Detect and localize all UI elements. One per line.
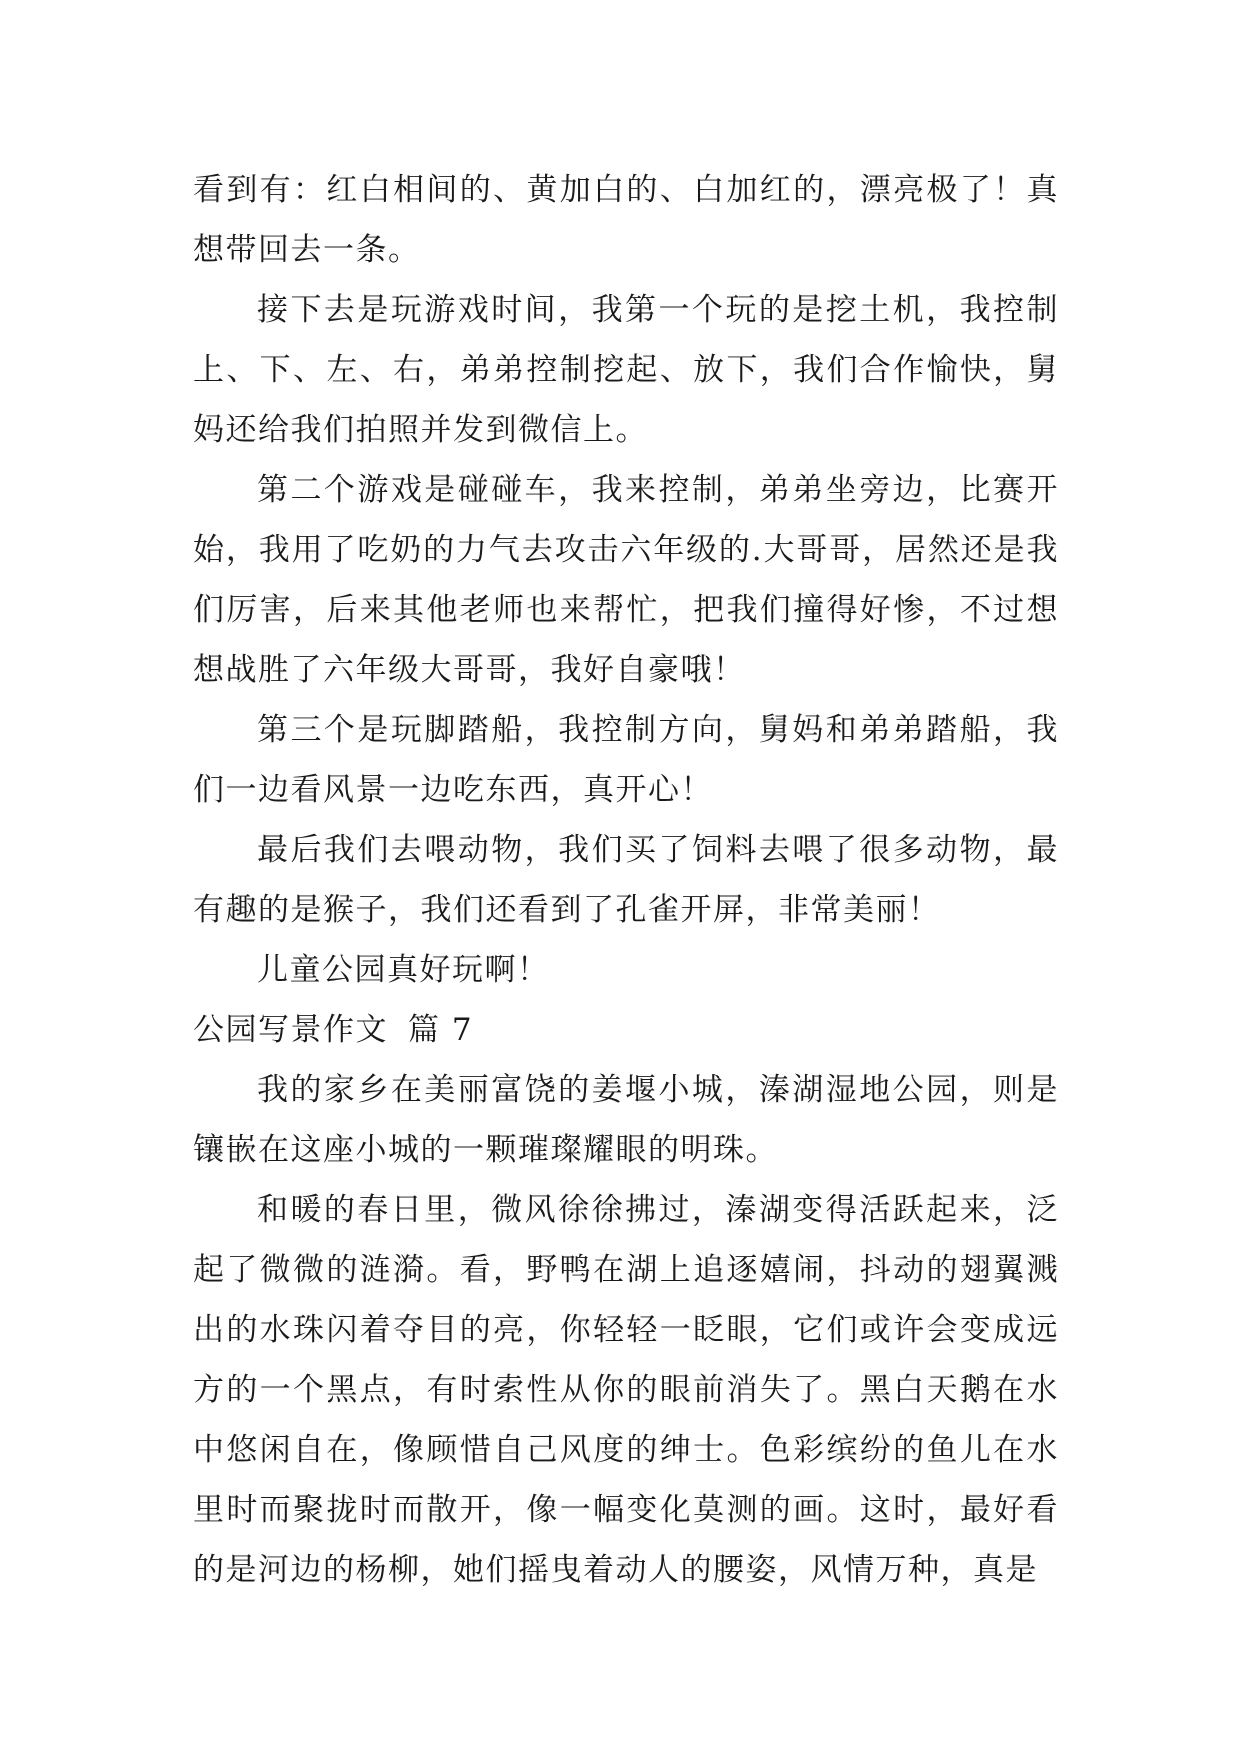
section-title: 公园写景作文 <box>193 1012 388 1048</box>
paragraph: 接下去是玩游戏时间，我第一个玩的是挖土机，我控制上、下、左、右，弟弟控制挖起、放下，我们合作愉快，舅妈还给我们拍照并发到微信上。 <box>193 292 1059 448</box>
paragraph: 最后我们去喂动物，我们买了饲料去喂了很多动物，最有趣的是猴子，我们还看到了孔雀开屏，非常美丽！ <box>193 832 1059 928</box>
paragraph: 儿童公园真好玩啊！ <box>257 952 550 988</box>
paragraph: 我的家乡在美丽富饶的姜堰小城，溱湖湿地公园，则是镶嵌在这座小城的一颗璀璨耀眼的明珠。 <box>193 1072 1059 1168</box>
paragraph-continuation: 看到有：红白相间的、黄加白的、白加红的，漂亮极了！真想带回去一条。 <box>193 172 1059 268</box>
paragraph: 第三个是玩脚踏船，我控制方向，舅妈和弟弟踏船，我们一边看风景一边吃东西，真开心！ <box>193 712 1059 808</box>
paragraph: 第二个游戏是碰碰车，我来控制，弟弟坐旁边，比赛开始，我用了吃奶的力气去攻击六年级的.大哥哥，居然还是我们厉害，后来其他老师也来帮忙，把我们撞得好惨，不过想想战胜了六年级大哥哥，我好自豪哦！ <box>193 472 1059 688</box>
paragraph: 和暖的春日里，微风徐徐拂过，溱湖变得活跃起来，泛起了微微的涟漪。看，野鸭在湖上追逐嬉闹，抖动的翅翼溅出的水珠闪着夺目的亮，你轻轻一眨眼，它们或许会变成远方的一个黑点，有时索性从你的眼前消失了。黑白天鹅在水中悠闲自在，像顾惜自己风度的绅士。色彩缤纷的鱼儿在水里时而聚拢时而散开，像一幅变化莫测的画。这时，最好看的是河边的杨柳，她们摇曳着动人的腰姿，风情万种，真是 <box>193 1192 1059 1588</box>
document-body <box>193 160 1059 1600</box>
section-number: 篇 7 <box>408 1012 474 1048</box>
section-heading <box>193 1000 1059 1060</box>
